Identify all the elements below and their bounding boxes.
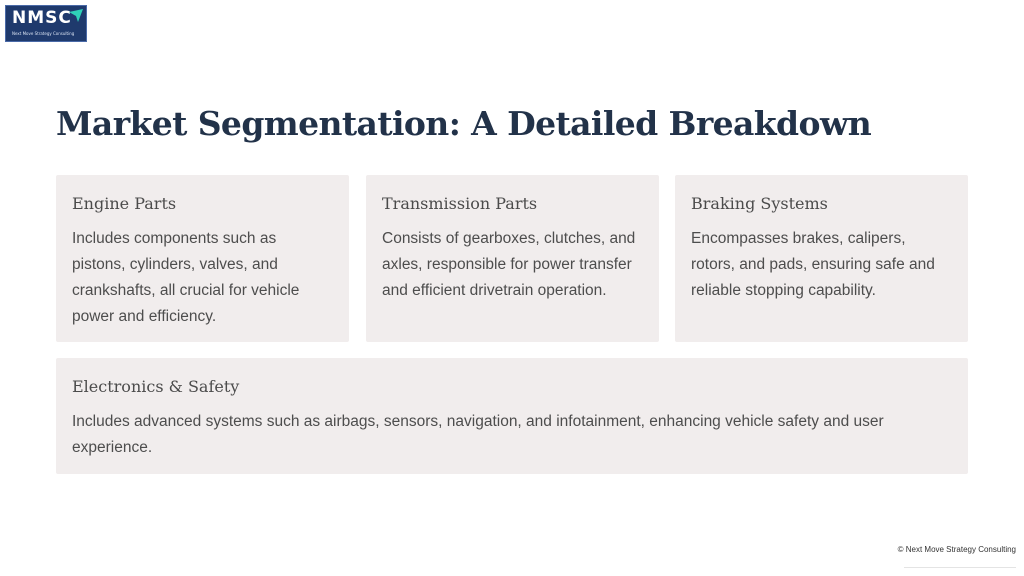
card-description: Encompasses brakes, calipers, rotors, and pads, ensuring safe and reliable stopping capability. bbox=[691, 230, 935, 299]
card-title: Transmission Parts bbox=[382, 194, 538, 213]
segment-card-braking-systems bbox=[675, 175, 968, 342]
segment-card-transmission-parts bbox=[366, 175, 659, 342]
company-logo bbox=[5, 5, 87, 42]
logo-subtext: Next Move Strategy Consulting bbox=[12, 31, 75, 36]
card-description: Includes components such as pistons, cylinders, valves, and crankshafts, all crucial for vehicle power and efficiency. bbox=[72, 230, 300, 325]
footer-divider bbox=[904, 567, 1016, 568]
card-description: Consists of gearboxes, clutches, and axles, responsible for power transfer and efficient drivetrain operation. bbox=[382, 230, 636, 299]
card-description: Includes advanced systems such as airbags, sensors, navigation, and infotainment, enhancing vehicle safety and user experience. bbox=[72, 413, 884, 456]
logo-text: NMSC bbox=[12, 8, 72, 28]
segment-card-engine-parts bbox=[56, 175, 349, 342]
logo-arrow-icon bbox=[68, 8, 84, 24]
page-title: Market Segmentation: A Detailed Breakdown bbox=[56, 104, 872, 143]
segment-card-electronics-safety bbox=[56, 358, 968, 474]
card-title: Electronics & Safety bbox=[72, 377, 240, 396]
footer-copyright: © Next Move Strategy Consulting bbox=[897, 545, 1016, 554]
card-title: Engine Parts bbox=[72, 194, 177, 213]
card-title: Braking Systems bbox=[691, 194, 828, 213]
